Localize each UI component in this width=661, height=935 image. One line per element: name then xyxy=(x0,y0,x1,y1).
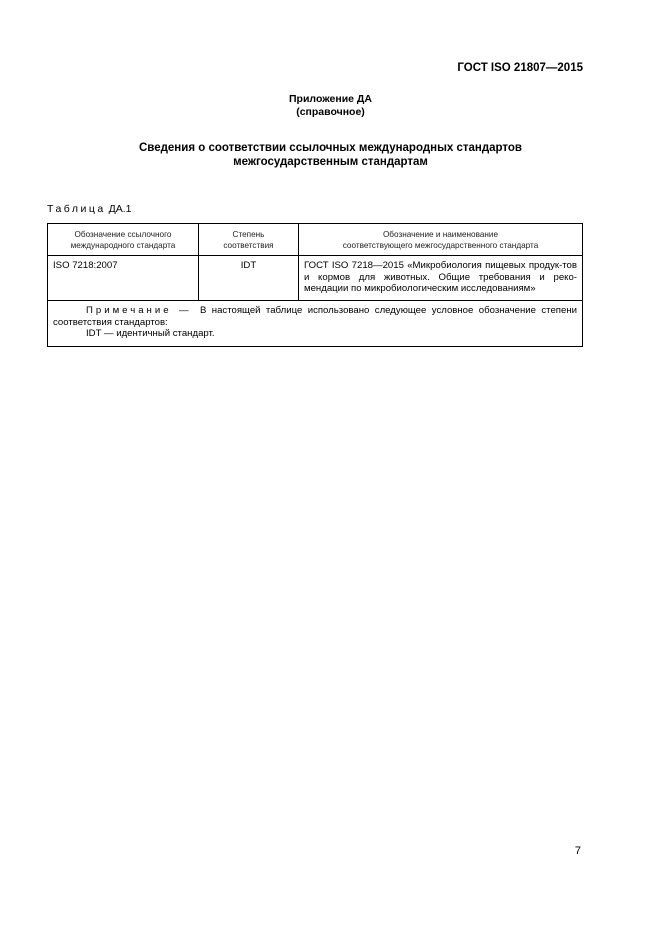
note-legend-text: IDT — идентичный стандарт. xyxy=(86,328,215,339)
note-legend xyxy=(53,328,577,340)
correspondence-table xyxy=(47,223,583,347)
table-caption-word: Таблица xyxy=(47,203,106,215)
note-label: Примечание xyxy=(86,305,172,316)
page-number: 7 xyxy=(574,845,581,857)
cell-ref-standard: ISO 7218:2007 xyxy=(48,256,199,301)
header-degree-line2: соответствия xyxy=(223,241,274,250)
table-caption xyxy=(47,203,131,215)
cell-degree: IDT xyxy=(199,256,299,301)
header-national-standard-line1: Обозначение и наименование xyxy=(382,230,499,239)
header-ref-standard-line1: Обозначение ссылочного xyxy=(74,230,172,239)
header-degree-line1: Степень xyxy=(232,230,265,239)
table-note-row xyxy=(48,301,583,347)
header-ref-standard-line2: международного стандарта xyxy=(70,241,176,250)
section-title xyxy=(0,141,661,169)
annex-heading xyxy=(0,93,661,119)
standard-identifier: ГОСТ ISO 21807—2015 xyxy=(457,62,583,74)
annex-type: (справочное) xyxy=(296,106,365,118)
header-degree xyxy=(199,224,299,256)
section-title-line1: Сведения о соответствии ссылочных международных стандартов xyxy=(138,142,522,154)
section-title-line2: межгосударственным стандартам xyxy=(233,156,428,168)
table-note xyxy=(48,301,583,347)
header-national-standard xyxy=(299,224,583,256)
note-dash: — xyxy=(178,305,189,316)
note-text: В настоящей таблице использовано следующее условное обозначение степени соответствия стандартов: xyxy=(53,305,577,328)
table-caption-number: ДА.1 xyxy=(108,203,132,215)
header-national-standard-line2: соответствующего межгосударственного стандарта xyxy=(342,241,539,250)
table-row xyxy=(48,256,583,301)
cell-national-standard: ГОСТ ISO 7218—2015 «Микробиология пищевых продук-тов и кормов для животных. Общие требования и реко-мендации по микробиологическим исследованиям» xyxy=(299,256,583,301)
header-ref-standard xyxy=(48,224,199,256)
table-header-row xyxy=(48,224,583,256)
annex-title: Приложение ДА xyxy=(289,93,372,105)
